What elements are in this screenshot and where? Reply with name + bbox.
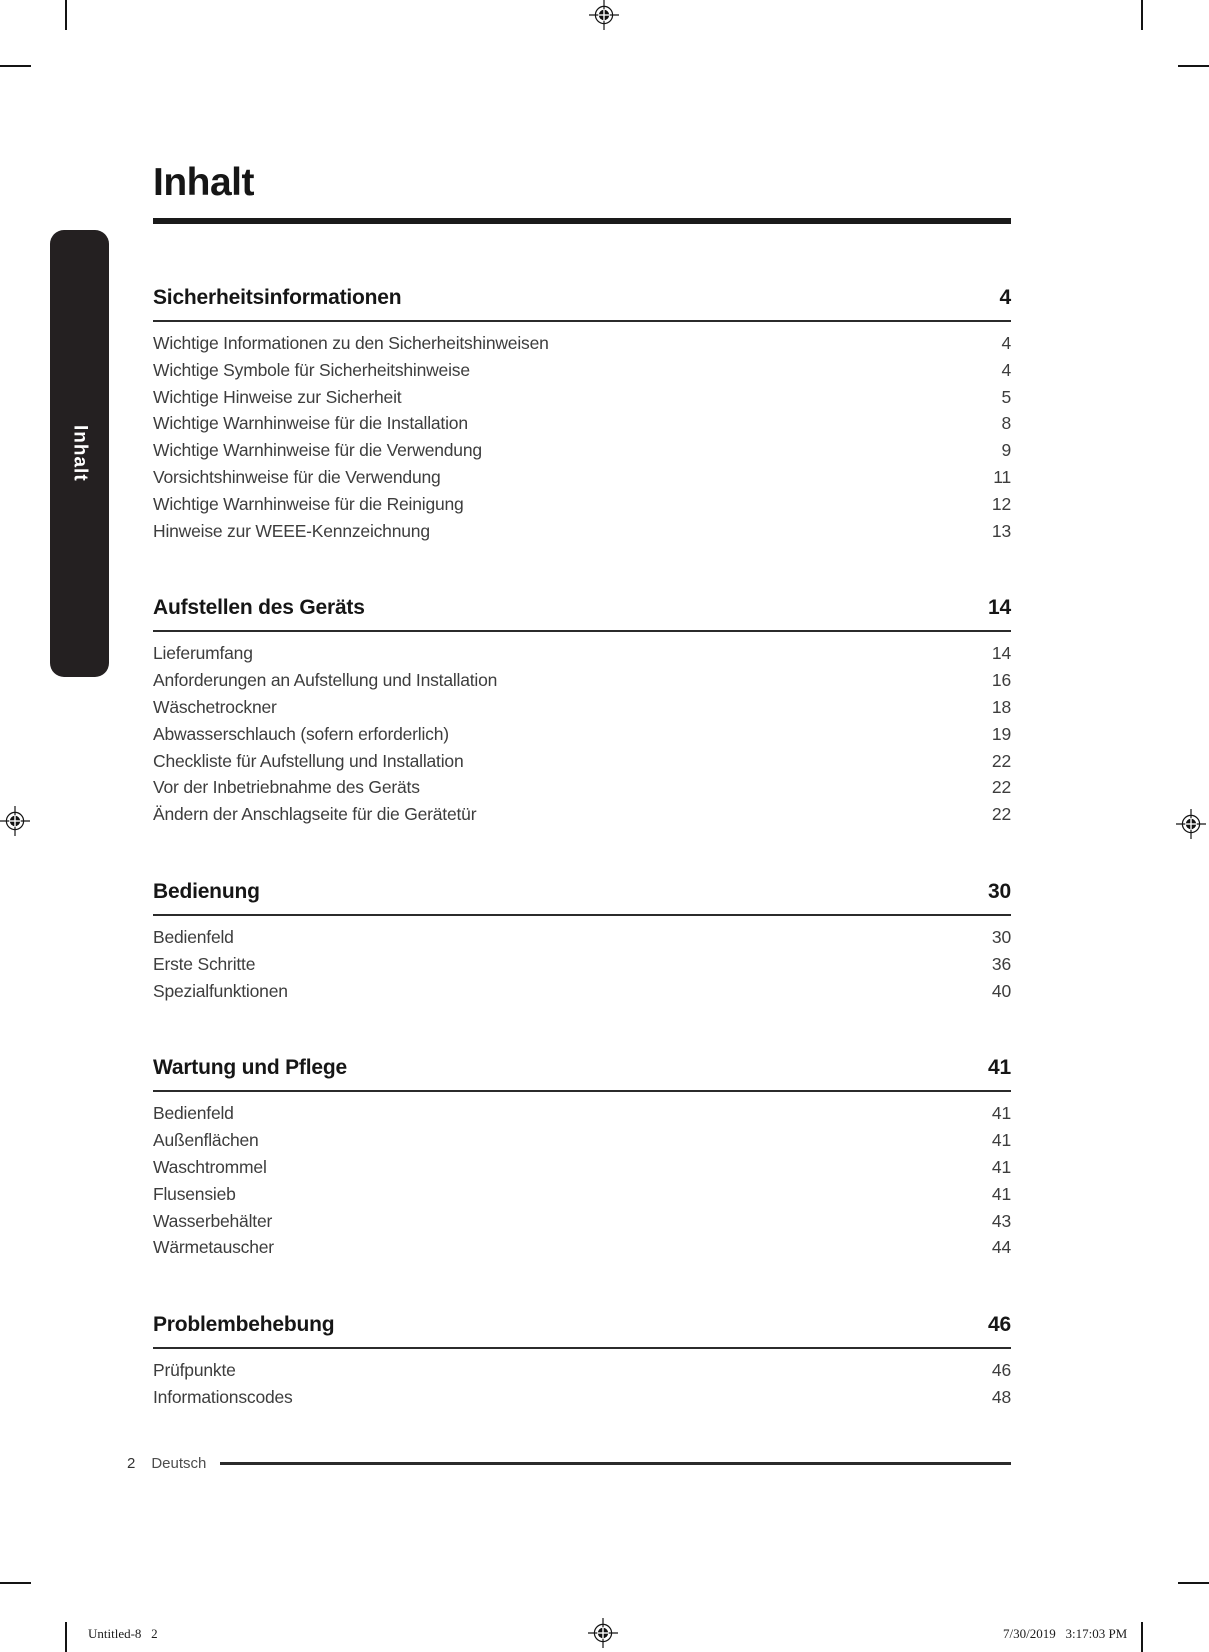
toc-row (153, 667, 1011, 694)
toc-item-label: Informationscodes (153, 1386, 293, 1407)
section-page: 30 (988, 879, 1011, 903)
toc-row (153, 357, 1011, 384)
crop-mark (0, 65, 31, 67)
toc-row (153, 748, 1011, 775)
toc-item-page: 22 (991, 777, 1011, 798)
toc-item-label: Checkliste für Aufstellung und Installation (153, 750, 464, 771)
section-items (153, 924, 1011, 1004)
section-title: Wartung und Pflege (153, 1056, 347, 1080)
toc-section (153, 286, 1011, 544)
toc-item-label: Bedienfeld (153, 1103, 234, 1124)
toc-section (153, 1056, 1011, 1261)
crop-mark (65, 0, 67, 30)
section-items (153, 640, 1011, 828)
section-items (153, 330, 1011, 544)
toc-item-label: Wichtige Warnhinweise für die Verwendung (153, 440, 482, 461)
section-page: 4 (999, 286, 1011, 309)
section-header (153, 596, 1011, 632)
crop-mark (1141, 1622, 1143, 1652)
toc-row (153, 924, 1011, 951)
toc-item-label: Wichtige Informationen zu den Sicherheitshinweisen (153, 333, 549, 353)
toc-row (153, 1127, 1011, 1154)
toc-content (127, 160, 1011, 1472)
section-title: Problembehebung (153, 1313, 335, 1337)
toc-row (153, 491, 1011, 518)
toc-item-page: 16 (991, 670, 1011, 691)
toc-row (153, 410, 1011, 437)
toc-row (153, 384, 1011, 411)
toc-row (153, 1208, 1011, 1235)
toc-row (153, 464, 1011, 491)
toc-item-page: 8 (1001, 413, 1011, 434)
footer-page-number: 2 (127, 1454, 136, 1472)
registration-mark-left (0, 806, 30, 836)
registration-mark-right (1176, 809, 1206, 839)
footer-language: Deutsch (151, 1454, 207, 1472)
toc-row (153, 721, 1011, 748)
chapter-side-tab (50, 230, 109, 677)
registration-mark-top (589, 0, 619, 30)
toc-row (153, 978, 1011, 1005)
toc-item-page: 41 (991, 1130, 1011, 1151)
section-page: 46 (988, 1313, 1011, 1337)
toc-item-label: Prüfpunkte (153, 1360, 236, 1381)
section-header (153, 1313, 1011, 1349)
toc-row (153, 1234, 1011, 1261)
toc-item-page: 22 (991, 804, 1011, 825)
toc-item-label: Vorsichtshinweise für die Verwendung (153, 466, 441, 487)
section-items (153, 1357, 1011, 1411)
toc-item-label: Wichtige Warnhinweise für die Reinigung (153, 493, 464, 514)
toc-row (153, 1181, 1011, 1208)
toc-item-page: 41 (991, 1156, 1011, 1177)
toc-item-label: Abwasserschlauch (sofern erforderlich) (153, 723, 449, 744)
toc-row (153, 1154, 1011, 1181)
section-title: Aufstellen des Geräts (153, 596, 365, 620)
toc-section (153, 880, 1011, 1004)
toc-row (153, 951, 1011, 978)
toc-row (153, 640, 1011, 667)
toc-section (153, 1313, 1011, 1411)
toc-item-label: Bedienfeld (153, 926, 234, 947)
toc-row (153, 1100, 1011, 1127)
toc-item-page: 18 (991, 696, 1011, 717)
toc-item-label: Erste Schritte (153, 953, 256, 974)
toc-item-label: Anforderungen an Aufstellung und Installation (153, 670, 498, 691)
toc-item-page: 9 (1001, 440, 1011, 461)
toc-row (153, 518, 1011, 545)
section-header (153, 880, 1011, 916)
section-header (153, 1056, 1011, 1092)
toc-section (153, 596, 1011, 828)
print-meta-timestamp: 7/30/2019 3:17:03 PM (1003, 1626, 1128, 1641)
toc-item-page: 13 (991, 520, 1011, 541)
toc-row (153, 1357, 1011, 1384)
toc-item-page: 22 (991, 750, 1011, 771)
toc-item-page: 43 (991, 1210, 1011, 1231)
toc-item-page: 41 (991, 1183, 1011, 1204)
toc-item-page: 14 (991, 643, 1011, 664)
toc-item-page: 48 (991, 1386, 1011, 1407)
crop-mark (1178, 65, 1209, 67)
page-footer (127, 1455, 1011, 1472)
toc-row (153, 774, 1011, 801)
toc-row (153, 801, 1011, 828)
toc-item-page: 46 (991, 1360, 1011, 1381)
toc-item-label: Wichtige Symbole für Sicherheitshinweise (153, 359, 470, 380)
toc-item-page: 4 (1001, 359, 1011, 380)
toc-item-label: Lieferumfang (153, 643, 253, 664)
section-title: Bedienung (153, 879, 260, 903)
section-header (153, 286, 1011, 322)
toc-item-page: 19 (991, 723, 1011, 744)
toc-item-label: Vor der Inbetriebnahme des Geräts (153, 777, 420, 798)
print-meta-filename: Untitled-8 2 (88, 1626, 158, 1641)
toc-item-page: 11 (993, 466, 1011, 487)
side-tab-label: Inhalt (69, 425, 91, 482)
section-page: 14 (988, 596, 1011, 620)
toc-row (153, 330, 1011, 357)
registration-mark-bottom (588, 1618, 618, 1648)
toc-item-page: 5 (1001, 386, 1011, 407)
toc-item-label: Waschtrommel (153, 1156, 267, 1177)
toc-item-label: Spezialfunktionen (153, 980, 288, 1001)
crop-mark (1141, 0, 1143, 30)
toc-item-label: Wichtige Hinweise zur Sicherheit (153, 386, 402, 407)
footer-rule (220, 1462, 1011, 1465)
toc-item-label: Wichtige Warnhinweise für die Installation (153, 413, 468, 434)
toc-item-label: Ändern der Anschlagseite für die Gerätetür (153, 804, 477, 825)
section-title: Sicherheitsinformationen (153, 286, 402, 309)
toc-item-page: 12 (991, 493, 1011, 514)
toc-row (153, 437, 1011, 464)
toc-item-label: Wäschetrockner (153, 696, 277, 717)
toc-item-label: Außenflächen (153, 1130, 259, 1151)
section-items (153, 1100, 1011, 1261)
title-rule (153, 218, 1011, 224)
crop-mark (65, 1622, 67, 1652)
crop-mark (1178, 1582, 1209, 1584)
toc-sections (153, 286, 1011, 1411)
toc-row (153, 694, 1011, 721)
toc-item-page: 41 (991, 1103, 1011, 1124)
toc-item-label: Flusensieb (153, 1183, 236, 1204)
toc-item-page: 30 (991, 926, 1011, 947)
toc-item-label: Wärmetauscher (153, 1237, 274, 1258)
page-title: Inhalt (153, 161, 254, 204)
section-page: 41 (988, 1056, 1011, 1080)
toc-item-label: Hinweise zur WEEE-Kennzeichnung (153, 520, 430, 541)
crop-mark (0, 1582, 31, 1584)
toc-item-page: 40 (991, 980, 1011, 1001)
toc-item-label: Wasserbehälter (153, 1210, 273, 1231)
toc-item-page: 4 (1001, 333, 1011, 353)
toc-item-page: 44 (991, 1237, 1011, 1258)
toc-row (153, 1384, 1011, 1411)
toc-item-page: 36 (991, 953, 1011, 974)
